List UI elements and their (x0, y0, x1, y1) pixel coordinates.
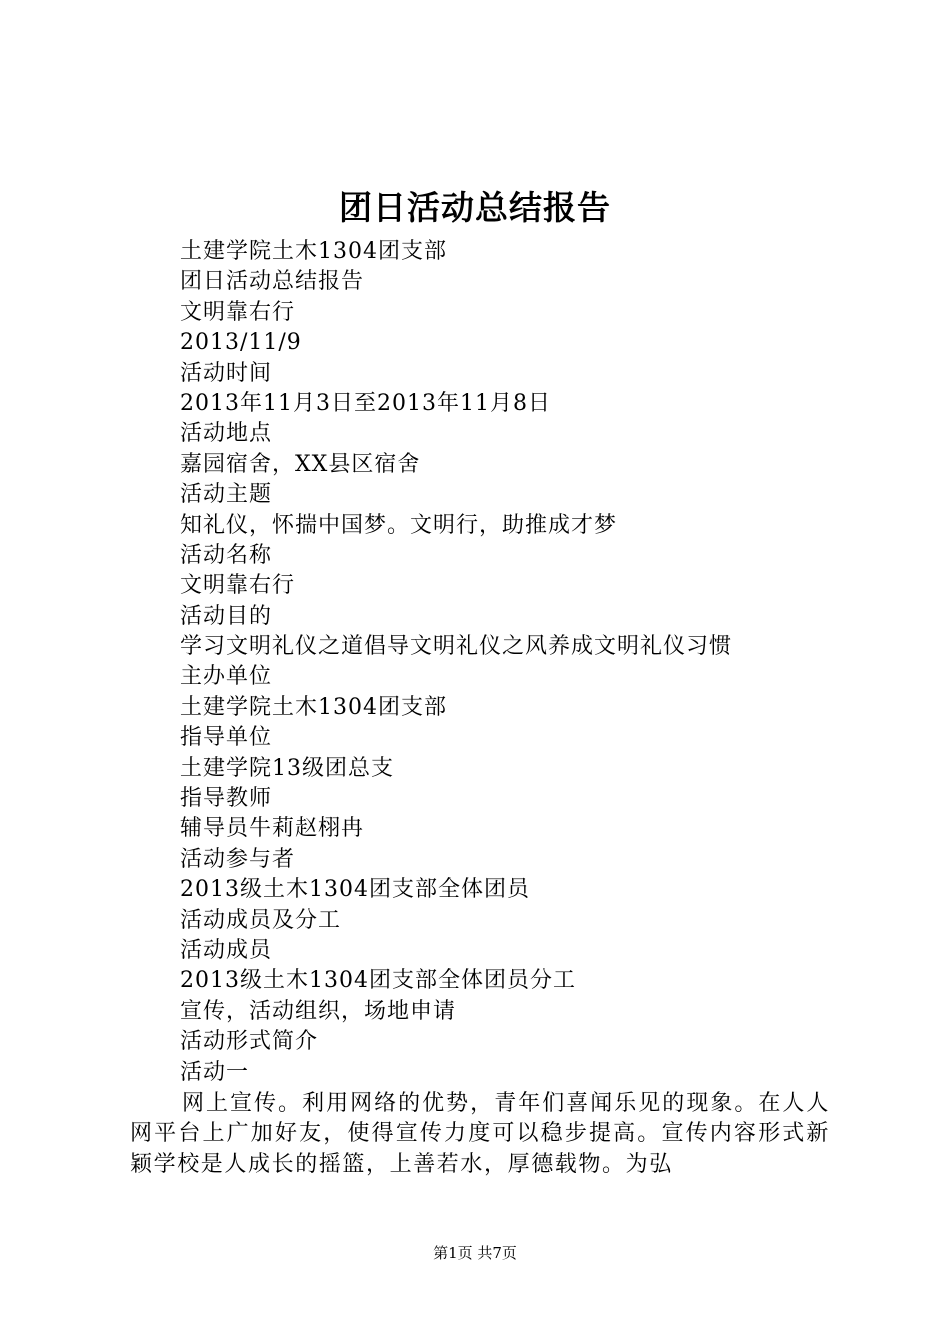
line-item: 活动参与者 (180, 846, 296, 872)
line-item: 活动地点 (180, 421, 273, 447)
line-item: 活动时间 (180, 360, 273, 386)
page-footer: 第1页 共7页 (433, 1244, 517, 1262)
line-item: 活动主题 (180, 482, 273, 508)
line-item: 活动目的 (180, 603, 273, 629)
line-item: 2013年11月3日至2013年11月8日 (180, 390, 551, 416)
line-item: 知礼仪，怀揣中国梦。文明行，助推成才梦 (180, 512, 618, 538)
line-item: 活动一 (180, 1059, 250, 1085)
line-item: 主办单位 (180, 664, 273, 690)
line-item: 文明靠右行 (180, 299, 296, 325)
line-item: 2013级土木1304团支部全体团员分工 (180, 968, 576, 994)
document-title: 团日活动总结报告 (339, 188, 611, 227)
line-item: 土建学院土木1304团支部 (180, 239, 447, 264)
line-item: 指导教师 (180, 786, 273, 812)
document-lines (180, 237, 732, 1088)
line-item: 嘉园宿舍，XX县区宿舍 (180, 451, 421, 477)
body-paragraph: 网上宣传。利用网络的优势，青年们喜闻乐见的现象。在人人网平台上广加好友，使得宣传力度可以稳步提高。宣传内容形式新颖学校是人成长的摇篮，上善若水，厚德载物。为弘 (130, 1091, 830, 1177)
line-item: 宣传，活动组织，场地申请 (180, 998, 457, 1024)
line-item: 团日活动总结报告 (180, 269, 365, 295)
line-item: 学习文明礼仪之道倡导文明礼仪之风养成文明礼仪习惯 (180, 634, 733, 660)
line-item: 活动成员及分工 (180, 907, 342, 933)
line-item: 活动成员 (180, 937, 273, 963)
line-item: 活动名称 (180, 542, 273, 568)
line-item: 2013级土木1304团支部全体团员 (180, 877, 530, 903)
line-item: 土建学院土木1304团支部 (180, 694, 447, 720)
line-item: 土建学院13级团总支 (180, 755, 394, 781)
line-item: 文明靠右行 (180, 573, 296, 599)
line-item: 2013/11/9 (180, 330, 302, 356)
line-item: 指导单位 (180, 725, 273, 751)
line-item: 活动形式简介 (180, 1029, 319, 1055)
line-item: 辅导员牛莉赵栩冉 (180, 816, 365, 842)
